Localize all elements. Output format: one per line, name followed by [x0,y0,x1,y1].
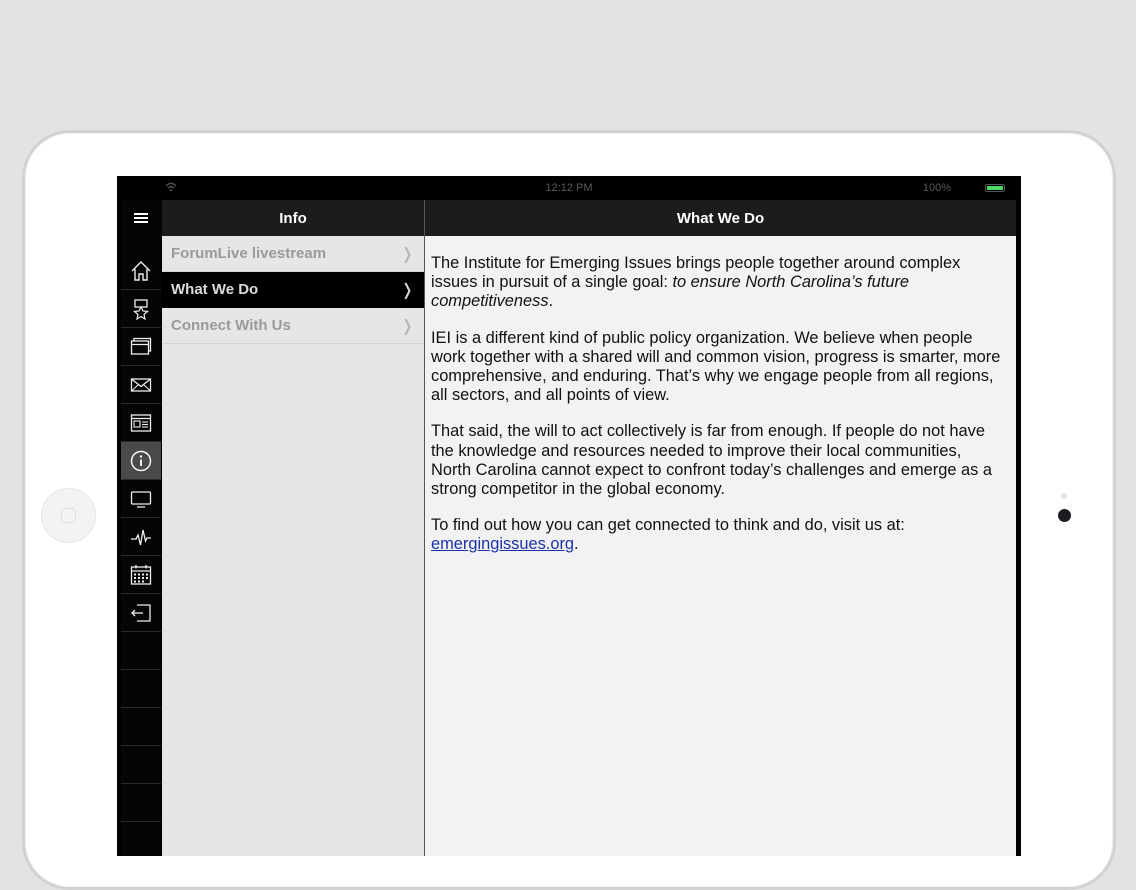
rail-news[interactable] [121,404,161,442]
tv-icon [130,488,152,510]
badge-icon [130,298,152,320]
battery-percent: 100% [922,182,951,194]
rail-tv[interactable] [121,480,161,518]
pulse-icon [130,526,152,548]
paragraph-mission: IEI is a different kind of public policy organization. We believe when people work together with a shared will and common vision, progress is smarter, more comprehensive, and enduring. That’s why we engage people from all regions, all sectors, and all points of view. [431,328,1001,405]
status-time: 12:12 PM [545,182,593,194]
battery-icon [985,184,1005,192]
calendar-icon [130,564,152,586]
intro-period: . [548,292,554,311]
rail-empty-slot [121,632,161,670]
rail-calendar[interactable] [121,556,161,594]
website-link[interactable]: emergingissues.org [431,535,575,554]
list-item-label: What We Do [171,281,259,298]
menu-icon [134,212,148,224]
rail-empty-slot [121,708,161,746]
mail-icon [130,374,152,396]
screen-edge [1016,200,1021,856]
app-screen [117,176,1021,856]
contact-text: To find out how you can get connected to think and do, visit us at: [431,516,905,535]
list-item-forumlive[interactable] [162,236,424,272]
front-camera [1058,509,1071,522]
rail-empty-slot [121,670,161,708]
home-icon [130,260,152,282]
menu-button[interactable] [121,200,161,236]
paragraph-challenge: That said, the will to act collectively is far from enough. If people do not have the knowledge and resources needed to improve their local communities, North Carolina cannot expect to confront today’s challenges and emerge as a strong competitor in the global economy. [431,422,992,499]
list-item-what-we-do[interactable] [162,272,424,308]
list-item-label: ForumLive livestream [171,245,327,262]
paragraph-contact [431,516,1004,554]
chevron-right-icon: ❭ [400,245,414,263]
detail-header [425,200,1016,236]
news-icon [130,412,152,434]
master-list [162,236,424,856]
rail-empty-slot [121,784,161,822]
paragraph-intro [431,254,1004,312]
rail-home[interactable] [121,252,161,290]
rail-badge[interactable] [121,290,161,328]
list-item-connect[interactable] [162,308,424,344]
contact-period: . [574,535,579,554]
intro-goal: to ensure North Carolina’s future competitiveness [431,273,910,311]
detail-content [425,236,1016,555]
light-sensor [1061,493,1067,499]
home-button[interactable] [41,488,96,543]
rail-logout[interactable] [121,594,161,632]
rail-empty-slot [121,746,161,784]
master-title: Info [279,209,307,227]
detail-title: What We Do [676,209,765,227]
chevron-right-icon: ❭ [400,317,414,335]
intro-text: The Institute for Emerging Issues brings people together around complex issues in pursuit of a single goal: [431,254,961,292]
logout-icon [130,602,152,624]
browser-icon [130,336,152,358]
detail-pane [425,236,1016,856]
icon-rail [121,200,161,856]
home-button-square-icon [61,508,76,523]
rail-mail[interactable] [121,366,161,404]
rail-info[interactable] [121,442,161,480]
rail-browser[interactable] [121,328,161,366]
status-bar [117,176,1021,200]
master-header [162,200,424,236]
info-icon [130,450,152,472]
rail-pulse[interactable] [121,518,161,556]
chevron-right-icon: ❭ [400,281,414,299]
list-item-label: Connect With Us [171,317,291,334]
